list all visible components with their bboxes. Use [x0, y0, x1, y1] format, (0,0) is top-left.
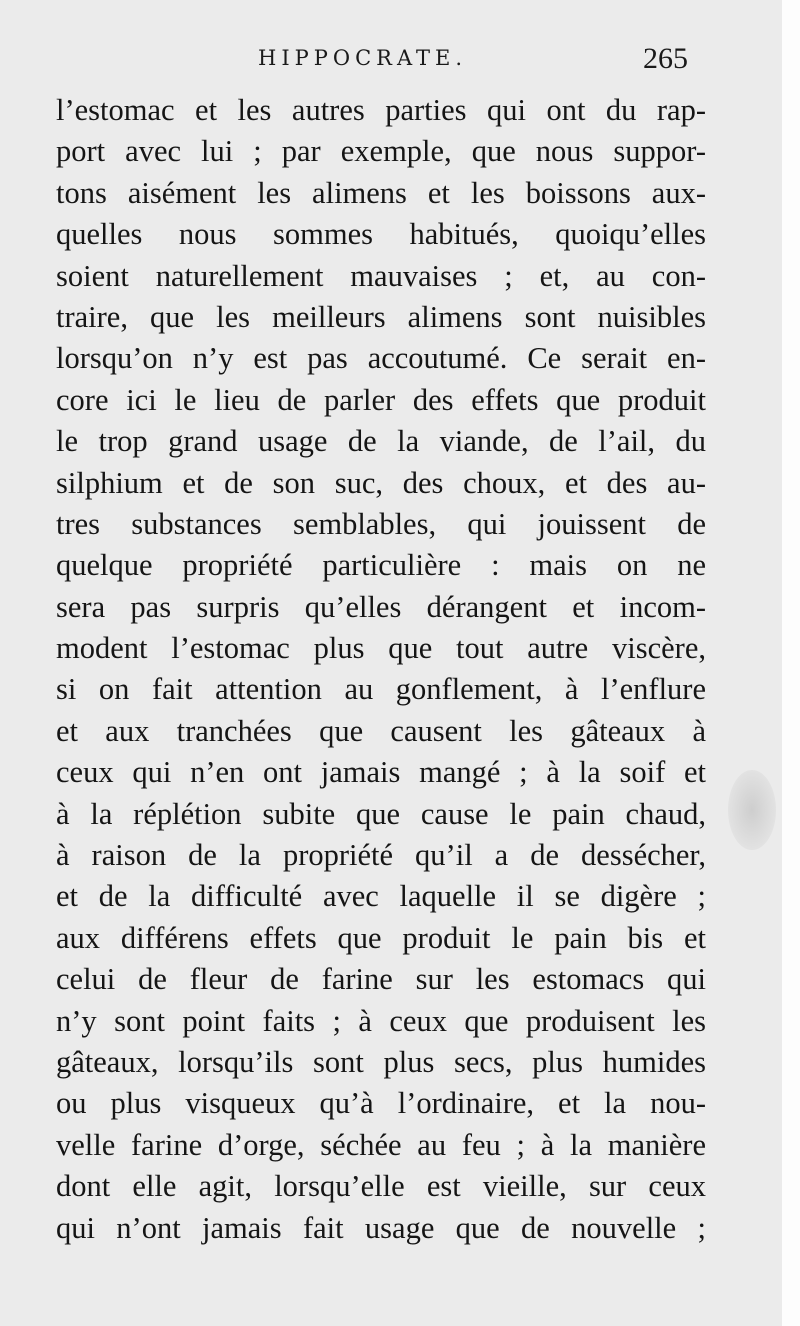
text-line: modent l’estomac plus que tout autre viscère, — [56, 631, 706, 666]
text-line: lorsqu’on n’y est pas accoutumé. Ce serait en- — [56, 341, 706, 376]
body-text — [56, 90, 706, 1249]
text-line: quelles nous sommes habitués, quoiqu’elles — [56, 217, 706, 252]
text-line: traire, que les meilleurs alimens sont nuisibles — [56, 299, 706, 334]
text-line: qui n’ont jamais fait usage que de nouvelle ; — [56, 1210, 706, 1245]
text-line: quelque propriété particulière : mais on ne — [56, 548, 706, 583]
text-line: si on fait attention au gonflement, à l’enflure — [56, 672, 706, 707]
text-line: et de la difficulté avec laquelle il se digère ; — [56, 879, 706, 914]
running-title: HIPPOCRATE. — [258, 46, 467, 70]
text-line: l’estomac et les autres parties qui ont du rap- — [56, 93, 706, 127]
text-line: dont elle agit, lorsqu’elle est vieille, sur ceux — [56, 1169, 706, 1204]
text-line: à raison de la propriété qu’il a de dessécher, — [56, 838, 706, 873]
text-line: celui de fleur de farine sur les estomacs qui — [56, 962, 706, 997]
text-line: à la réplétion subite que cause le pain chaud, — [56, 796, 706, 831]
text-line: core ici le lieu de parler des effets que produit — [56, 382, 706, 417]
text-line: tres substances semblables, qui jouissent de — [56, 506, 706, 541]
text-line: port avec lui ; par exemple, que nous suppor- — [56, 134, 706, 169]
paper-smudge — [728, 770, 776, 850]
text-line: et aux tranchées que causent les gâteaux à — [56, 713, 706, 748]
text-line: aux différens effets que produit le pain bis et — [56, 920, 706, 955]
text-line: soient naturellement mauvaises ; et, au con- — [56, 258, 706, 293]
scan-margin — [782, 0, 800, 1326]
text-line: ou plus visqueux qu’à l’ordinaire, et la nou- — [56, 1086, 706, 1121]
text-line: sera pas surpris qu’elles dérangent et incom- — [56, 589, 706, 624]
text-line: n’y sont point faits ; à ceux que produisent les — [56, 1003, 706, 1038]
text-line: gâteaux, lorsqu’ils sont plus secs, plus humides — [56, 1044, 706, 1079]
text-line: le trop grand usage de la viande, de l’ail, du — [56, 424, 706, 459]
text-line: velle farine d’orge, séchée au feu ; à la manière — [56, 1127, 706, 1162]
text-line: silphium et de son suc, des choux, et des au- — [56, 465, 706, 500]
page-number: 265 — [643, 42, 688, 75]
text-line: tons aisément les alimens et les boissons aux- — [56, 175, 706, 210]
text-line: ceux qui n’en ont jamais mangé ; à la soif et — [56, 755, 706, 790]
